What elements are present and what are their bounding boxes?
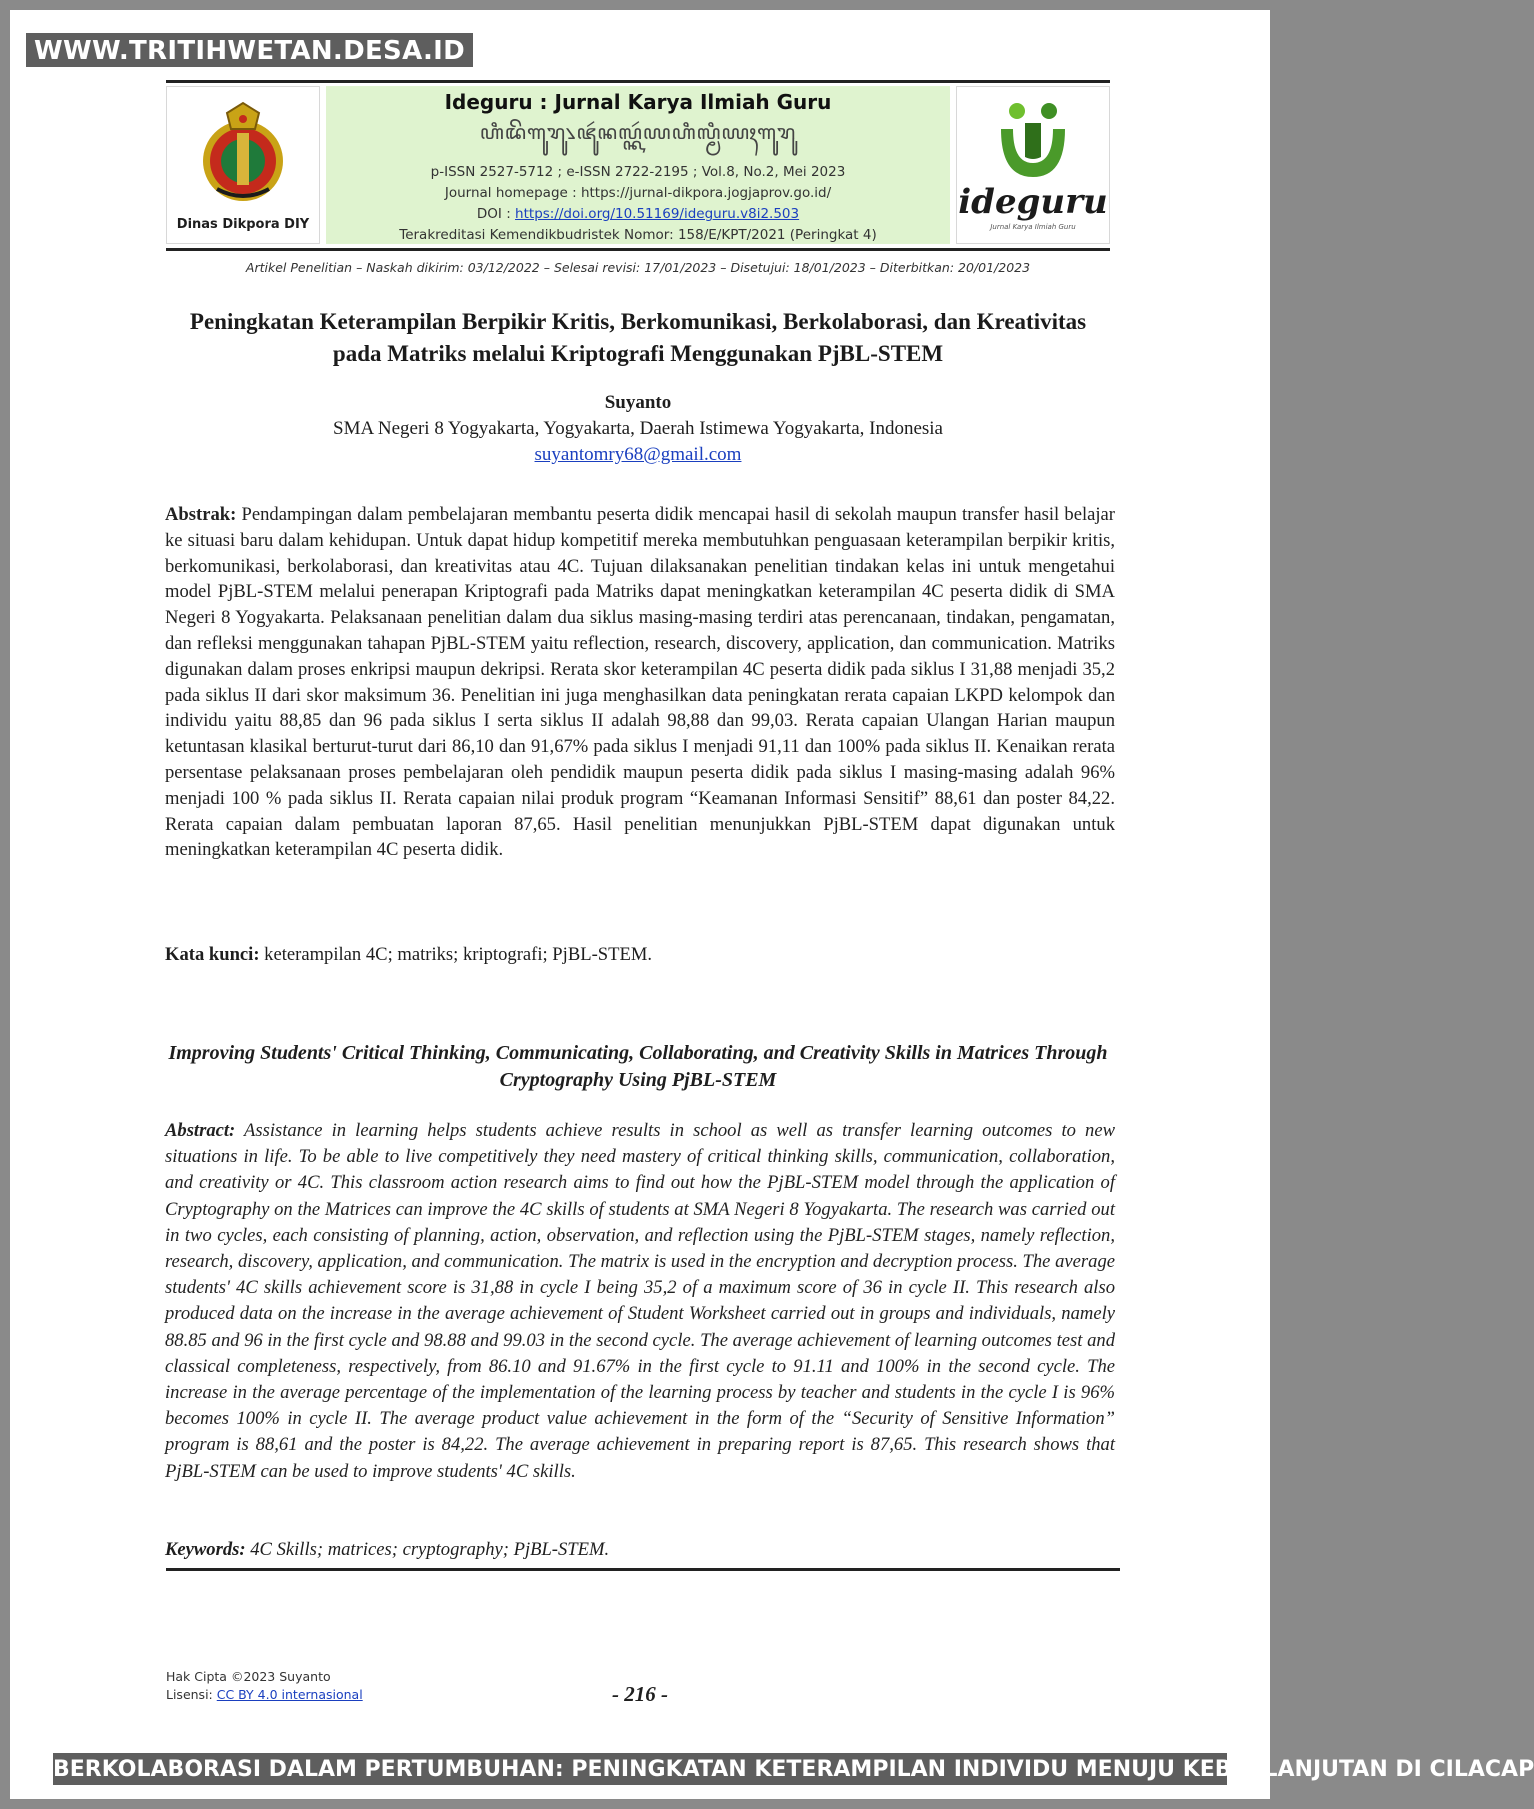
copyright-line: Hak Cipta ©2023 Suyanto [166, 1669, 331, 1684]
kata-kunci-text: keterampilan 4C; matriks; kriptografi; PjBL-STEM. [259, 944, 653, 965]
keywords-label: Keywords: [165, 1539, 246, 1560]
license-line [166, 1686, 363, 1704]
article-title-indonesian: Peningkatan Keterampilan Berpikir Kritis, Berkomunikasi, Berkolaborasi, dan Kreativitas pada Matriks melalui Kriptografi Menggunakan PjBL-STEM [189, 309, 1087, 366]
dikpora-logo [166, 86, 320, 244]
doi-line [326, 204, 950, 225]
issn-line: p-ISSN 2527-5712 ; e-ISSN 2722-2195 ; Vol.8, No.2, Mei 2023 [430, 164, 846, 180]
author-email-link[interactable]: suyantomry68@gmail.com [534, 444, 742, 465]
journal-title: Ideguru : Jurnal Karya Ilmiah Guru [444, 90, 832, 114]
site-watermark-label[interactable]: WWW.TRITIHWETAN.DESA.ID [25, 32, 474, 68]
journal-homepage: Journal homepage : https://jurnal-dikpora.jogjaprov.go.id/ [444, 185, 832, 201]
javanese-script-title: ꦲꦶꦢꦼꦒꦸꦫꦸ꧈ꦗꦸꦂꦤꦭ꧀ꦏꦂꦪꦲꦶꦭ꧀ꦩꦶꦪꦃꦒꦸꦫꦸ [479, 120, 797, 144]
author-name: Suyanto [604, 392, 672, 413]
page-sheet [10, 10, 1270, 1799]
abstrak-text: Pendampingan dalam pembelajaran membantu peserta didik mencapai hasil di sekolah maupun transfer hasil belajar ke situasi baru dalam kehidupan. Untuk dapat hidup kompetitif mereka membutuhkan penguasaan keterampilan berpikir kritis, berkomunikasi, berkolaborasi, dan kreativitas atau 4C. Tujuan dilaksanakan penelitian tindakan kelas ini untuk mengetahui model PjBL-STEM melalui penerapan Kriptografi pada Matriks dapat meningkatkan keterampilan 4C peserta didik di SMA Negeri 8 Yogyakarta. Pelaksanaan penelitian dalam dua siklus masing-masing terdiri atas perencanaan, tindakan, pengamatan, dan refleksi menggunakan tahapan PjBL-STEM yaitu reflection, research, discovery, application, dan communication. Matriks digunakan dalam proses enkripsi maupun dekripsi. Rerata skor keterampilan 4C peserta didik pada siklus I 31,88 menjadi 35,2 pada siklus II dari skor maksimum 36. Penelitian ini juga menghasilkan data peningkatan rerata capaian LKPD kelompok dan individu yaitu 88,85 dan 96 pada siklus I serta siklus II adalah 98,88 dan 99,03. Rerata capaian Ulangan Harian maupun ketuntasan klasikal berturut-turut dari 86,10 dan 91,67% pada siklus I menjadi 91,11 dan 100% pada siklus II. Kenaikan rerata persentase pelaksanaan proses pembelajaran oleh pendidik maupun peserta didik pada siklus I masing-masing adalah 96% menjadi 100 % pada siklus II. Rerata capaian nilai produk program “Keamanan Informasi Sensitif” 88,61 dan poster 84,22. Rerata capaian dalam pembuatan laporan 87,65. Hasil penelitian menunjukkan PjBL-STEM dapat digunakan untuk meningkatkan keterampilan 4C peserta didik. [165, 504, 1115, 861]
article-title-english: Improving Students' Critical Thinking, Communicating, Collaborating, and Creativity Skills in Matrices Through Cryptography Using PjBL-STEM [168, 1042, 1108, 1091]
author-affiliation: SMA Negeri 8 Yogyakarta, Yogyakarta, Daerah Istimewa Yogyakarta, Indonesia [333, 418, 943, 439]
article-banner-caption[interactable]: BERKOLABORASI DALAM PERTUMBUHAN: PENINGKATAN KETERAMPILAN INDIVIDU MENUJU KEBERLANJUTAN DI CILACAP [52, 1752, 1228, 1786]
kata-kunci-line [165, 942, 1115, 968]
keywords-line [165, 1537, 1115, 1563]
journal-info-panel [326, 86, 950, 244]
license-link[interactable]: CC BY 4.0 internasional [216, 1687, 363, 1702]
author-email-line [166, 444, 1110, 466]
abstrak-label: Abstrak: [165, 504, 237, 525]
dikpora-logo-caption: Dinas Dikpora DIY [176, 216, 310, 232]
header-top-rule [166, 80, 1110, 83]
ideguru-logo [956, 86, 1110, 244]
ideguru-brand-icon [987, 99, 1079, 185]
doi-label: DOI : [476, 206, 516, 222]
journal-header [166, 86, 1110, 244]
kata-kunci-label: Kata kunci: [165, 944, 260, 965]
keywords-text: 4C Skills; matrices; cryptography; PjBL-STEM. [245, 1539, 610, 1560]
license-label: Lisensi: [166, 1687, 217, 1702]
copyright-block [166, 1668, 363, 1704]
abstract-label: Abstract: [165, 1120, 236, 1141]
ideguru-brand-name: ideguru [958, 182, 1108, 222]
article-history: Artikel Penelitian – Naskah dikirim: 03/12/2022 – Selesai revisi: 17/01/2023 – Disetujui: 18/01/2023 – Diterbitkan: 20/01/2023 [245, 260, 1031, 275]
ideguru-brand-subtitle: Jurnal Karya Ilmiah Guru [990, 223, 1076, 231]
abstrak-paragraph [165, 502, 1115, 863]
doi-link[interactable]: https://doi.org/10.51169/ideguru.v8i2.503 [515, 206, 800, 222]
accreditation-line: Terakreditasi Kemendikbudristek Nomor: 158/E/KPT/2021 (Peringkat 4) [399, 227, 877, 243]
abstract-english-paragraph [165, 1118, 1115, 1485]
abstract-english-text: Assistance in learning helps students achieve results in school as well as transfer learning outcomes to new situations in life. To be able to live competitively they need mastery of critical thinking skills, communication, collaboration, and creativity or 4C. This classroom action research aims to find out how the PjBL-STEM model through the application of Cryptography on the Matrices can improve the 4C skills of students at SMA Negeri 8 Yogyakarta. The research was carried out in two cycles, each consisting of planning, action, observation, and reflection using the PjBL-STEM stages, namely reflection, research, discovery, application, and communication. The matrix is used in the encryption and decryption process. The average students' 4C skills achievement score is 31,88 in cycle I being 35,2 of a maximum score of 36 in cycle II. This research also produced data on the increase in the average achievement of Student Worksheet carried out in groups and individuals, namely 88.85 and 96 in the first cycle and 98.88 and 99.03 in the second cycle. The average achievement of learning outcomes test and classical completeness, respectively, from 86.10 and 91.67% in the first cycle to 91.11 and 100% in the second cycle. The increase in the average percentage of the implementation of the learning process by teacher and students in the cycle I is 96% becomes 100% in cycle II. The average product value achievement in the form of the “Security of Sensitive Information” program is 88,61 and the poster is 84,22. The average achievement in preparing report is 87,65. This research shows that PjBL-STEM can be used to improve students' 4C skills. [165, 1120, 1115, 1482]
page-number: - 216 - [612, 1682, 668, 1706]
header-bottom-rule [166, 248, 1110, 251]
abstract-end-rule [166, 1568, 1120, 1571]
dikpora-emblem-icon [197, 99, 289, 211]
